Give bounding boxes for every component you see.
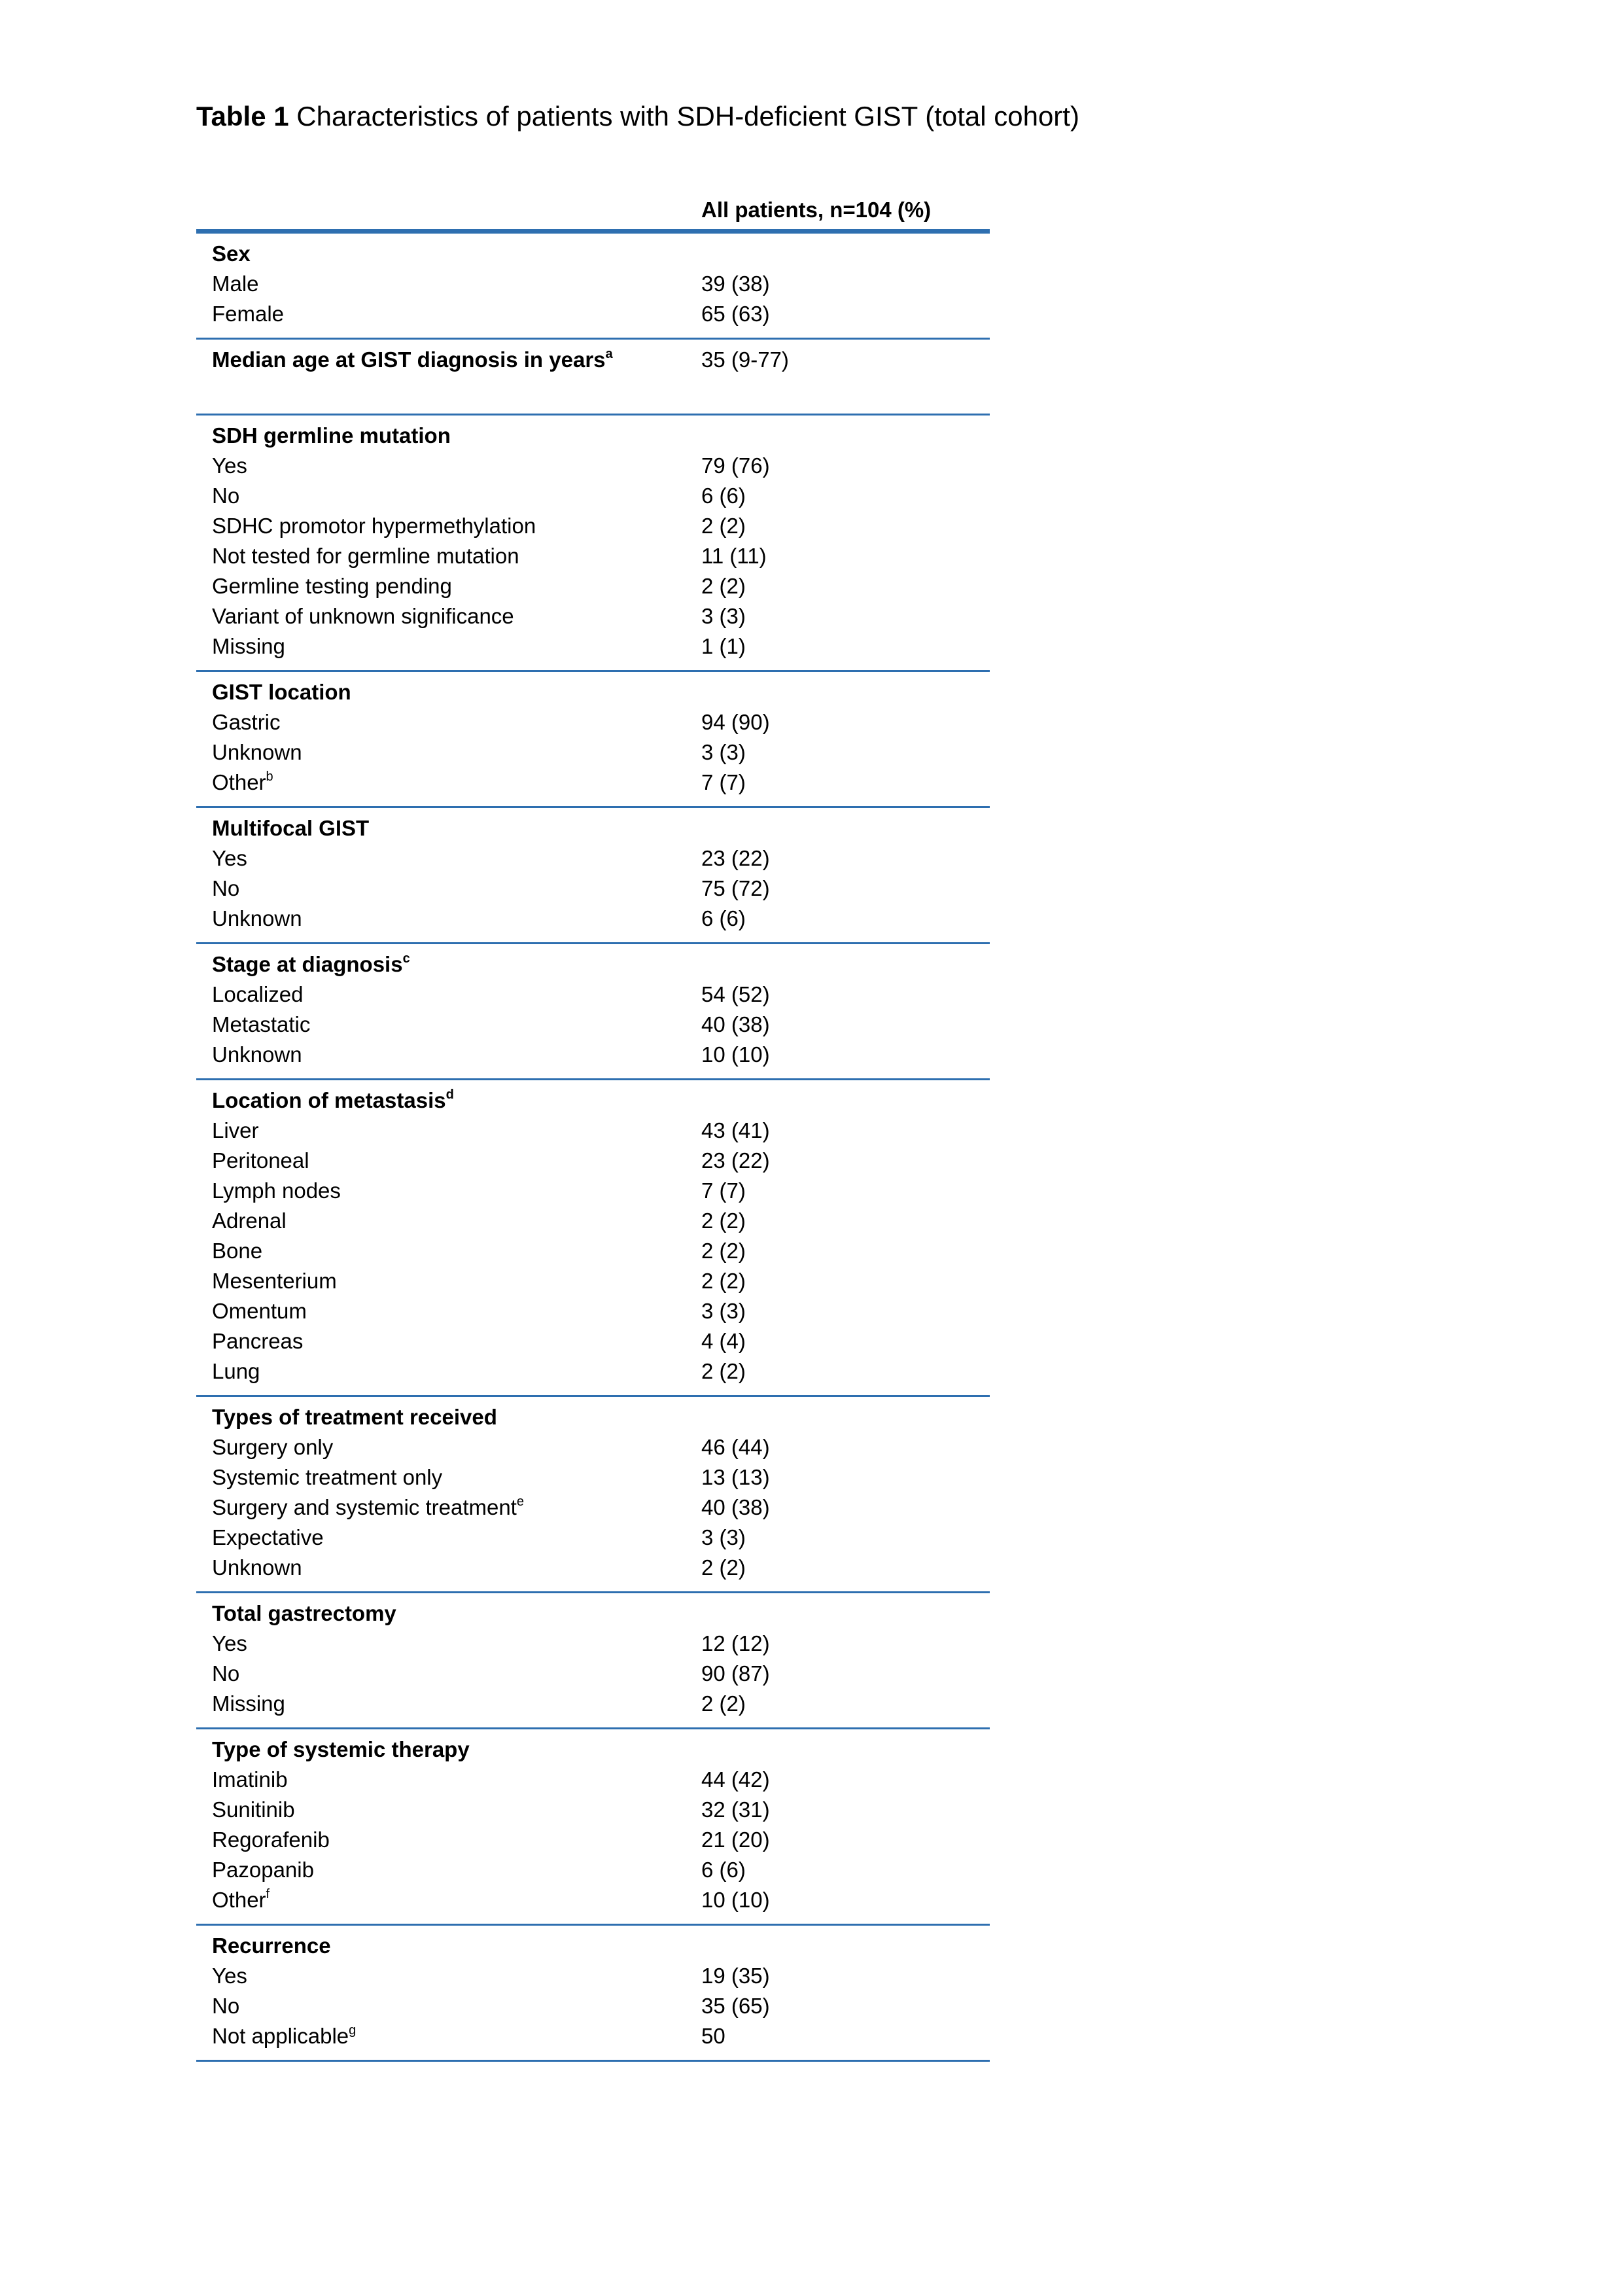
row-label: [212, 571, 452, 601]
row-value: 40 (38): [701, 1012, 770, 1036]
row-value: 21 (20): [701, 1828, 770, 1852]
table-section: [196, 672, 990, 808]
table-caption: Characteristics of patients with SDH-deficient GIST (total cohort): [296, 101, 1079, 132]
row-label: [212, 1765, 288, 1795]
row-value: 40 (38): [701, 1495, 770, 1519]
row-label: [212, 1659, 239, 1689]
row-label-text: Unknown: [212, 1042, 302, 1067]
row-label-text: Unknown: [212, 906, 302, 930]
row-label: [212, 1296, 307, 1326]
table-section: [196, 340, 990, 415]
row-label-text: Missing: [212, 1691, 285, 1716]
row-label: [212, 1885, 270, 1915]
row-label: [212, 707, 281, 737]
row-label: [212, 1326, 303, 1356]
row-label: [212, 1795, 295, 1825]
section-heading-row: [196, 1735, 990, 1765]
row-label-text: Germline testing pending: [212, 574, 452, 598]
section-heading: [212, 677, 351, 707]
row-value: 2 (2): [701, 574, 746, 598]
table-row: [196, 768, 990, 798]
table-row: [196, 481, 990, 511]
row-label-text: Imatinib: [212, 1767, 288, 1792]
row-label: [212, 768, 273, 798]
footnote-marker: a: [605, 347, 613, 361]
table-row: [196, 707, 990, 737]
row-value: 44 (42): [701, 1767, 770, 1792]
row-value: 10 (10): [701, 1042, 770, 1067]
row-label: [212, 541, 519, 571]
row-label-text: Pazopanib: [212, 1858, 314, 1882]
row-value: 2 (2): [701, 1239, 746, 1263]
row-label-text: SDHC promotor hypermethylation: [212, 514, 536, 538]
section-heading-row: [196, 345, 990, 375]
row-value: 2 (2): [701, 1691, 746, 1716]
row-label-text: Regorafenib: [212, 1828, 330, 1852]
row-label-text: No: [212, 1661, 240, 1686]
table-row: [196, 1206, 990, 1236]
row-label: [212, 1523, 324, 1553]
row-label-text: Lymph nodes: [212, 1178, 341, 1203]
section-heading-text: Multifocal GIST: [212, 816, 370, 840]
table-row: [196, 1825, 990, 1855]
section-heading-text: GIST location: [212, 680, 351, 704]
row-label: [212, 980, 303, 1010]
row-label: [212, 1176, 341, 1206]
row-label: [212, 269, 259, 299]
table-row: [196, 299, 990, 329]
section-heading-row: [196, 1931, 990, 1961]
section-heading: [212, 421, 451, 451]
row-value: 54 (52): [701, 982, 770, 1006]
row-label: [212, 1432, 333, 1462]
table-section: [196, 1397, 990, 1593]
table-row: [196, 1010, 990, 1040]
table-row: [196, 1326, 990, 1356]
row-label-text: Missing: [212, 634, 285, 658]
table-row: [196, 541, 990, 571]
footnote-marker: g: [349, 2023, 357, 2038]
table-row: [196, 375, 990, 405]
row-label-text: Pancreas: [212, 1329, 304, 1353]
row-value: 39 (38): [701, 272, 770, 296]
row-value: 3 (3): [701, 604, 746, 628]
section-heading: [212, 1402, 497, 1432]
row-label: [212, 1266, 337, 1296]
table-header: [196, 190, 990, 234]
table-row: [196, 269, 990, 299]
row-label-text: Male: [212, 272, 259, 296]
row-label-text: Omentum: [212, 1299, 307, 1323]
row-label-text: Lung: [212, 1359, 260, 1383]
row-label-text: No: [212, 1994, 240, 2018]
row-value: 2 (2): [701, 1209, 746, 1233]
section-heading: [212, 949, 410, 980]
section-heading-row: [196, 1402, 990, 1432]
row-value: 7 (7): [701, 770, 746, 794]
row-label: [212, 1116, 259, 1146]
row-label-text: Yes: [212, 846, 247, 870]
row-value: 32 (31): [701, 1797, 770, 1822]
table-section: [196, 234, 990, 340]
row-value: 65 (63): [701, 302, 770, 326]
row-label-text: Systemic treatment only: [212, 1465, 443, 1489]
section-heading: [212, 239, 251, 269]
section-heading: [212, 1086, 454, 1116]
section-heading: [212, 1598, 396, 1629]
row-label-text: No: [212, 484, 240, 508]
row-label: [212, 1236, 262, 1266]
section-heading-row: [196, 677, 990, 707]
row-value: 6 (6): [701, 484, 746, 508]
table-row: [196, 1885, 990, 1915]
row-label: [212, 1825, 330, 1855]
table-section: [196, 1593, 990, 1729]
section-heading-text: Stage at diagnosis: [212, 952, 403, 976]
row-label: [212, 1206, 287, 1236]
row-value: 6 (6): [701, 906, 746, 930]
row-value: 3 (3): [701, 1299, 746, 1323]
row-value: 46 (44): [701, 1435, 770, 1459]
row-label: [212, 904, 302, 934]
row-label: [212, 511, 536, 541]
row-value: 2 (2): [701, 514, 746, 538]
table-row: [196, 1961, 990, 1991]
row-value: 13 (13): [701, 1465, 770, 1489]
row-label-text: Unknown: [212, 1555, 302, 1580]
section-heading-text: Location of metastasis: [212, 1088, 446, 1112]
row-label: [212, 601, 514, 631]
table-section: [196, 808, 990, 944]
table-row: [196, 1492, 990, 1523]
table-row: [196, 1296, 990, 1326]
row-value: 2 (2): [701, 1555, 746, 1580]
row-label-text: Not tested for germline mutation: [212, 544, 519, 568]
row-label: [212, 843, 247, 874]
table-row: [196, 1659, 990, 1689]
characteristics-table: [196, 190, 990, 2062]
row-value: 23 (22): [701, 1148, 770, 1173]
table-row: [196, 1040, 990, 1070]
table-title: [196, 97, 1079, 136]
row-label-text: Yes: [212, 453, 247, 478]
footnote-marker: f: [266, 1887, 270, 1901]
section-heading: [212, 345, 613, 375]
row-label-text: Surgery and systemic treatment: [212, 1495, 517, 1519]
row-label-text: Adrenal: [212, 1209, 287, 1233]
row-label: [212, 2021, 356, 2051]
column-header-all-patients: All patients, n=104 (%): [701, 198, 932, 222]
row-label-text: Variant of unknown significance: [212, 604, 514, 628]
section-heading-text: Total gastrectomy: [212, 1601, 396, 1625]
row-label: [212, 1010, 310, 1040]
row-value: 75 (72): [701, 876, 770, 900]
footnote-marker: b: [266, 769, 273, 784]
row-value: 79 (76): [701, 453, 770, 478]
row-label-text: Other: [212, 770, 266, 794]
table-row: [196, 571, 990, 601]
footnote-marker: d: [445, 1087, 454, 1102]
section-heading-value: 35 (9-77): [701, 347, 789, 372]
table-row: [196, 451, 990, 481]
section-heading-row: [196, 239, 990, 269]
table-row: [196, 601, 990, 631]
table-row: [196, 1553, 990, 1583]
row-value: 2 (2): [701, 1269, 746, 1293]
footnote-marker: c: [402, 951, 410, 966]
row-value: 94 (90): [701, 710, 770, 734]
row-label-text: Mesenterium: [212, 1269, 337, 1293]
table-row: [196, 1432, 990, 1462]
row-label: [212, 737, 302, 768]
section-heading-text: Sex: [212, 241, 251, 266]
table-body: [196, 234, 990, 2062]
table-section: [196, 1080, 990, 1397]
row-value: 10 (10): [701, 1888, 770, 1912]
row-label: [212, 1462, 442, 1492]
table-row: [196, 1146, 990, 1176]
section-heading-text: Types of treatment received: [212, 1405, 497, 1429]
row-label: [212, 1961, 247, 1991]
section-heading-row: [196, 1598, 990, 1629]
table-row: [196, 737, 990, 768]
row-label-text: Unknown: [212, 740, 302, 764]
row-label-text: Not applicable: [212, 2024, 349, 2048]
table-section: [196, 1926, 990, 2062]
section-heading-row: [196, 1086, 990, 1116]
section-heading-text: Recurrence: [212, 1934, 331, 1958]
section-heading-text: Type of systemic therapy: [212, 1737, 470, 1761]
table-row: [196, 1991, 990, 2021]
row-value: 4 (4): [701, 1329, 746, 1353]
table-row: [196, 980, 990, 1010]
row-label: [212, 1855, 314, 1885]
row-label-text: Yes: [212, 1964, 247, 1988]
row-label: [212, 1040, 302, 1070]
row-label: [212, 1146, 309, 1176]
table-row: [196, 1523, 990, 1553]
row-label-text: Surgery only: [212, 1435, 334, 1459]
table-row: [196, 1356, 990, 1386]
row-label: [212, 1356, 260, 1386]
table-row: [196, 511, 990, 541]
row-label: [212, 874, 239, 904]
section-heading: [212, 1735, 470, 1765]
row-label-text: Peritoneal: [212, 1148, 309, 1173]
row-value: 1 (1): [701, 634, 746, 658]
table-row: [196, 1236, 990, 1266]
row-value: 6 (6): [701, 1858, 746, 1882]
table-row: [196, 904, 990, 934]
row-value: 19 (35): [701, 1964, 770, 1988]
row-label-text: Sunitinib: [212, 1797, 295, 1822]
table-row: [196, 1855, 990, 1885]
row-label-text: No: [212, 876, 240, 900]
row-value: 35 (65): [701, 1994, 770, 2018]
row-value: 7 (7): [701, 1178, 746, 1203]
row-label: [212, 1492, 524, 1523]
row-label-text: Expectative: [212, 1525, 324, 1549]
row-label: [212, 481, 239, 511]
table-row: [196, 631, 990, 662]
section-heading-row: [196, 421, 990, 451]
table-row: [196, 1176, 990, 1206]
table-row: [196, 1629, 990, 1659]
row-label: [212, 1991, 239, 2021]
row-label-text: Liver: [212, 1118, 259, 1142]
row-label-text: Female: [212, 302, 285, 326]
table-label: Table 1: [196, 101, 289, 132]
row-label: [212, 451, 247, 481]
row-value: 3 (3): [701, 1525, 746, 1549]
table-row: [196, 843, 990, 874]
row-label-text: Other: [212, 1888, 266, 1912]
row-label: [212, 631, 285, 662]
section-heading-text: SDH germline mutation: [212, 423, 451, 448]
section-heading-text: Median age at GIST diagnosis in years: [212, 347, 606, 372]
row-label: [212, 1553, 302, 1583]
row-value: 11 (11): [701, 544, 767, 568]
table-row: [196, 874, 990, 904]
table-section: [196, 1729, 990, 1926]
row-value: 2 (2): [701, 1359, 746, 1383]
table-row: [196, 2021, 990, 2051]
row-label-text: Gastric: [212, 710, 281, 734]
row-label-text: Localized: [212, 982, 304, 1006]
table-row: [196, 1795, 990, 1825]
table-row: [196, 1116, 990, 1146]
table-section: [196, 415, 990, 672]
section-heading: [212, 1931, 331, 1961]
row-value: 23 (22): [701, 846, 770, 870]
row-label: [212, 299, 284, 329]
row-label-text: Bone: [212, 1239, 263, 1263]
footnote-marker: e: [516, 1494, 524, 1509]
table-row: [196, 1689, 990, 1719]
row-value: 90 (87): [701, 1661, 770, 1686]
table-row: [196, 1765, 990, 1795]
section-heading-row: [196, 949, 990, 980]
row-value: 50: [701, 2024, 725, 2048]
row-label: [212, 1689, 285, 1719]
section-heading: [212, 813, 369, 843]
table-section: [196, 944, 990, 1080]
row-value: 12 (12): [701, 1631, 770, 1655]
row-label-text: Metastatic: [212, 1012, 311, 1036]
row-value: 43 (41): [701, 1118, 770, 1142]
table-row: [196, 1462, 990, 1492]
table-row: [196, 1266, 990, 1296]
row-label-text: Yes: [212, 1631, 247, 1655]
section-heading-row: [196, 813, 990, 843]
row-value: 3 (3): [701, 740, 746, 764]
row-label: [212, 1629, 247, 1659]
